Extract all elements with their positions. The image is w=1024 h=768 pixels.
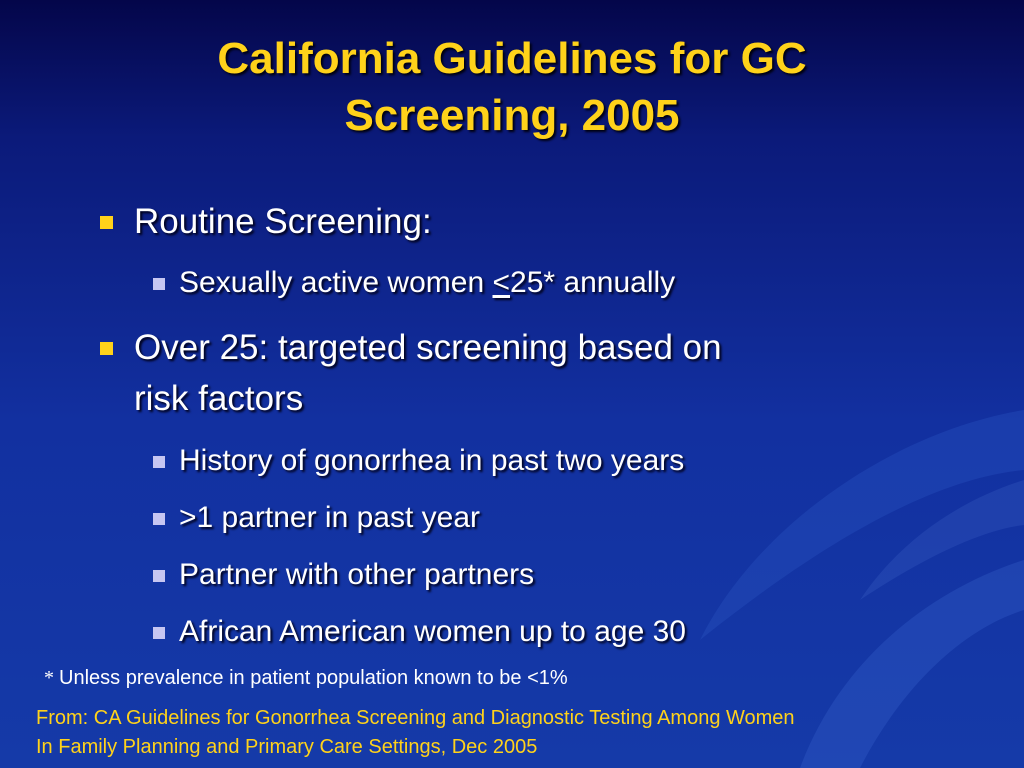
- square-bullet-icon: [153, 513, 165, 525]
- title-line-2: Screening, 2005: [344, 91, 680, 140]
- bullet-text: African American women up to age 30: [179, 615, 686, 648]
- bullet-routine-screening: [134, 196, 432, 247]
- square-bullet-icon: [100, 342, 113, 355]
- footnote-asterisk: *: [44, 667, 54, 689]
- sub-bullet-sexually-active-women: [179, 262, 675, 304]
- bullet-over-25: [134, 322, 722, 424]
- less-than-or-equal-symbol: <: [492, 266, 511, 299]
- footnote-text: Unless prevalence in patient population known to be <1%: [59, 667, 568, 689]
- title-line-1: California Guidelines for GC: [217, 34, 807, 83]
- bullet-text: Partner with other partners: [179, 558, 535, 591]
- source-line-1: From: CA Guidelines for Gonorrhea Screening and Diagnostic Testing Among Women: [36, 707, 795, 729]
- source-citation: [36, 704, 795, 762]
- sub-bullet-african-american-women: [179, 611, 686, 653]
- bullet-text-line-2: risk factors: [134, 379, 304, 418]
- footnote: [44, 664, 568, 692]
- bullet-text: History of gonorrhea in past two years: [179, 444, 685, 477]
- square-bullet-icon: [100, 216, 113, 229]
- square-bullet-icon: [153, 627, 165, 639]
- square-bullet-icon: [153, 278, 165, 290]
- sub-bullet-partner-past-year: [179, 497, 480, 539]
- square-bullet-icon: [153, 456, 165, 468]
- bullet-text: >1 partner in past year: [179, 501, 481, 534]
- bullet-text-post: 25* annually: [510, 266, 676, 299]
- sub-bullet-history-of-gonorrhea: [179, 440, 684, 482]
- sub-bullet-partner-with-other-partners: [179, 554, 534, 596]
- square-bullet-icon: [153, 570, 165, 582]
- source-line-2: In Family Planning and Primary Care Settings, Dec 2005: [36, 736, 538, 758]
- bullet-text-line-1: Over 25: targeted screening based on: [134, 328, 722, 367]
- bullet-text-pre: Sexually active women: [179, 266, 493, 299]
- bullet-text: Routine Screening:: [134, 202, 432, 241]
